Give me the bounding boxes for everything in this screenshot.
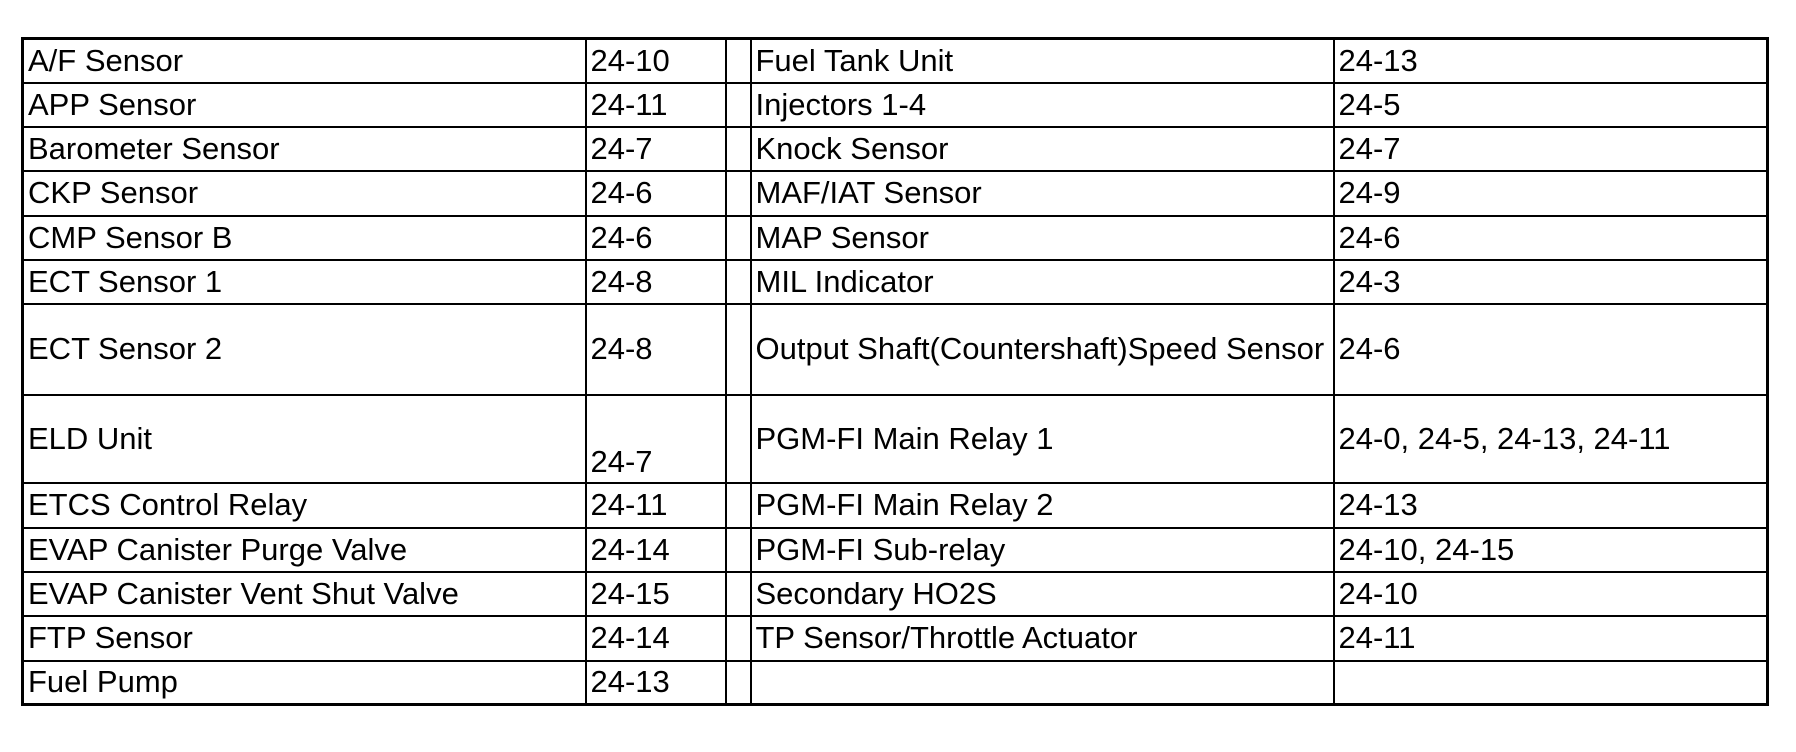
table-row [23, 616, 1768, 661]
right-component-name: PGM-FI Main Relay 2 [751, 483, 1334, 528]
left-component-name: Barometer Sensor [23, 127, 586, 171]
right-component-name: MIL Indicator [751, 260, 1334, 304]
left-component-name: ELD Unit [23, 395, 586, 483]
table-row [23, 304, 1768, 395]
left-page-ref: 24-11 [586, 83, 726, 127]
left-page-ref: 24-6 [586, 216, 726, 260]
table-row [23, 171, 1768, 216]
left-page-ref: 24-15 [586, 572, 726, 616]
table-row [23, 260, 1768, 304]
column-gap [726, 260, 751, 304]
left-component-name: Fuel Pump [23, 661, 586, 705]
left-component-name: ECT Sensor 2 [23, 304, 586, 395]
left-page-ref: 24-14 [586, 616, 726, 661]
left-component-name: CMP Sensor B [23, 216, 586, 260]
left-page-ref: 24-6 [586, 171, 726, 216]
right-component-name: PGM-FI Sub-relay [751, 528, 1334, 572]
left-page-ref: 24-10 [586, 39, 726, 83]
column-gap [726, 304, 751, 395]
left-component-name: EVAP Canister Purge Valve [23, 528, 586, 572]
column-gap [726, 39, 751, 83]
left-component-name: EVAP Canister Vent Shut Valve [23, 572, 586, 616]
table-row [23, 83, 1768, 127]
column-gap [726, 483, 751, 528]
right-page-ref: 24-11 [1334, 616, 1768, 661]
column-gap [726, 127, 751, 171]
right-page-ref: 24-13 [1334, 483, 1768, 528]
right-component-name: PGM-FI Main Relay 1 [751, 395, 1334, 483]
right-component-name: Fuel Tank Unit [751, 39, 1334, 83]
left-component-name: CKP Sensor [23, 171, 586, 216]
column-gap [726, 572, 751, 616]
left-page-ref: 24-14 [586, 528, 726, 572]
left-component-name: A/F Sensor [23, 39, 586, 83]
right-page-ref: 24-10, 24-15 [1334, 528, 1768, 572]
column-gap [726, 83, 751, 127]
right-component-name: Knock Sensor [751, 127, 1334, 171]
left-page-ref: 24-8 [586, 260, 726, 304]
right-page-ref: 24-6 [1334, 216, 1768, 260]
right-component-name: Secondary HO2S [751, 572, 1334, 616]
left-page-ref: 24-11 [586, 483, 726, 528]
column-gap [726, 661, 751, 705]
left-component-name: ECT Sensor 1 [23, 260, 586, 304]
right-page-ref: 24-10 [1334, 572, 1768, 616]
column-gap [726, 171, 751, 216]
table-row [23, 127, 1768, 171]
right-page-ref: 24-6 [1334, 304, 1768, 395]
table-row [23, 395, 1768, 483]
right-component-name: TP Sensor/Throttle Actuator [751, 616, 1334, 661]
right-component-name: Output Shaft(Countershaft)Speed Sensor [751, 304, 1334, 395]
table-row [23, 661, 1768, 705]
right-page-ref: 24-5 [1334, 83, 1768, 127]
column-gap [726, 395, 751, 483]
left-component-name: APP Sensor [23, 83, 586, 127]
table-row [23, 216, 1768, 260]
column-gap [726, 528, 751, 572]
right-component-name: MAP Sensor [751, 216, 1334, 260]
right-page-ref: 24-9 [1334, 171, 1768, 216]
right-page-ref: 24-13 [1334, 39, 1768, 83]
right-page-ref [1334, 661, 1768, 705]
right-component-name [751, 661, 1334, 705]
left-page-ref: 24-7 [586, 395, 726, 483]
table-row [23, 572, 1768, 616]
left-page-ref: 24-13 [586, 661, 726, 705]
right-component-name: MAF/IAT Sensor [751, 171, 1334, 216]
left-component-name: FTP Sensor [23, 616, 586, 661]
table-row [23, 483, 1768, 528]
right-component-name: Injectors 1-4 [751, 83, 1334, 127]
right-page-ref: 24-0, 24-5, 24-13, 24-11 [1334, 395, 1768, 483]
left-page-ref: 24-8 [586, 304, 726, 395]
right-page-ref: 24-7 [1334, 127, 1768, 171]
left-page-ref: 24-7 [586, 127, 726, 171]
table-row [23, 528, 1768, 572]
component-index-table [21, 37, 1769, 706]
left-component-name: ETCS Control Relay [23, 483, 586, 528]
column-gap [726, 216, 751, 260]
table-row [23, 39, 1768, 83]
column-gap [726, 616, 751, 661]
right-page-ref: 24-3 [1334, 260, 1768, 304]
